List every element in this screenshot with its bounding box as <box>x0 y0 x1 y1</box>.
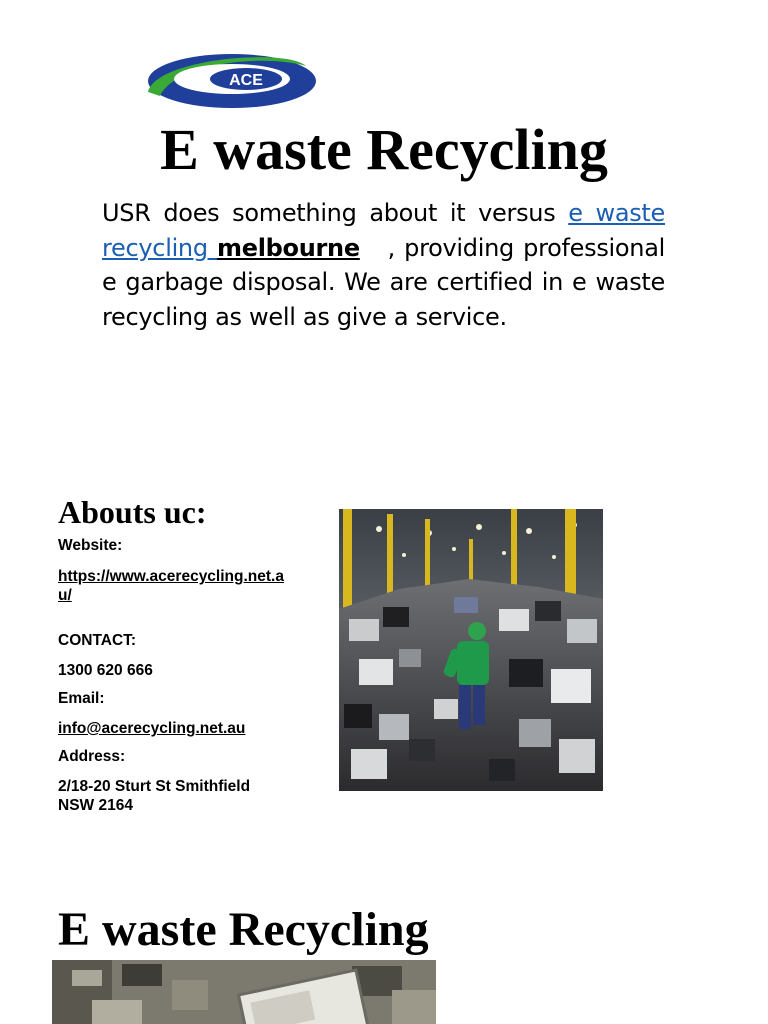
email-label: Email: <box>58 690 105 707</box>
email-link[interactable]: info@acerecycling.net.au <box>58 720 246 737</box>
about-heading: Abouts uc: <box>58 494 207 530</box>
intro-lead-text: USR does something about it versus <box>102 199 569 227</box>
intro-rest-text: , providing professional e garbage disposal. We are certified in e waste recycling as well as give a service. <box>102 233 673 331</box>
scrap-photo-image <box>52 960 436 1024</box>
ewaste-scrap-photo <box>52 960 436 1024</box>
ace-logo-icon <box>146 52 318 110</box>
phone-number: 1300 620 666 <box>58 662 153 679</box>
melbourne-keyword: melbourne <box>217 233 360 262</box>
warehouse-ewaste-photo <box>339 509 603 791</box>
e-waste-recycling-link[interactable]: e waste recycling <box>102 199 665 262</box>
intro-paragraph <box>102 196 673 334</box>
website-link[interactable]: https://www.acerecycling.net.au/ <box>58 568 284 604</box>
contact-label: CONTACT: <box>58 632 137 649</box>
ace-logo <box>146 52 318 110</box>
address-text: 2/18-20 Sturt St Smithfield NSW 2164 <box>58 778 251 814</box>
second-title: E waste Recycling <box>58 903 429 956</box>
ace-logo-text: ACE <box>229 72 263 89</box>
warehouse-photo-image <box>339 509 603 791</box>
address-label: Address: <box>58 748 126 765</box>
website-label: Website: <box>58 537 123 554</box>
page-title: E waste Recycling <box>160 117 608 182</box>
